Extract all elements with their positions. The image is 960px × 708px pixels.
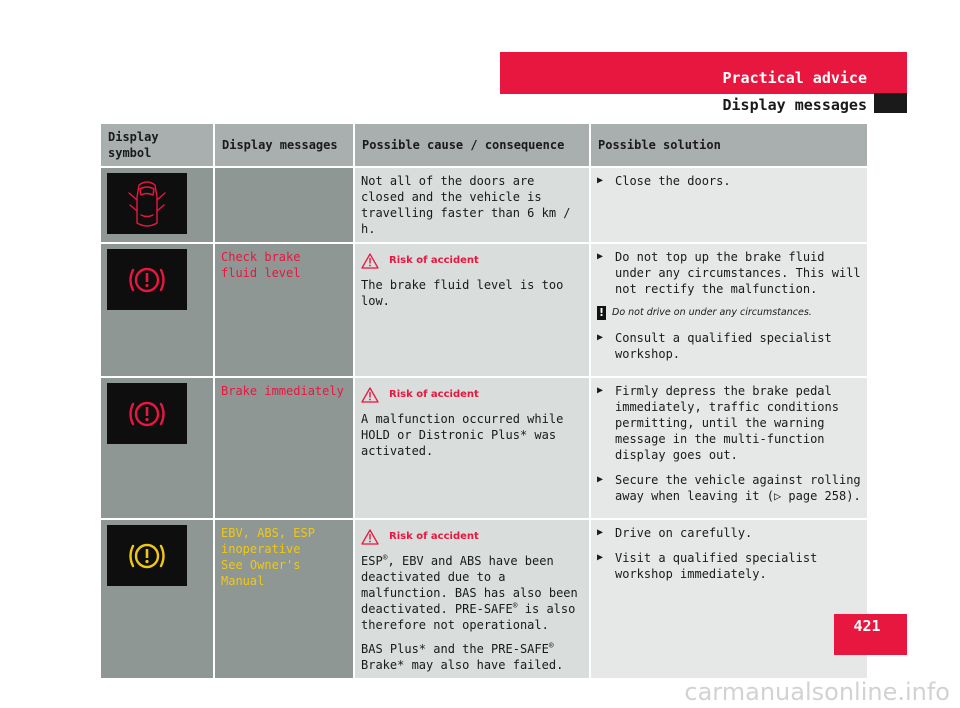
cause-cell: [354, 519, 590, 678]
solution-item: ▶ Visit a qualified specialist workshop immediately.: [597, 551, 818, 581]
watermark: carmanualsonline.info: [684, 678, 950, 706]
message-cell: [214, 243, 354, 377]
cause-text: Not all of the doors are closed and the vehicle is travelling faster than 6 km / h.: [361, 174, 571, 236]
solution-cell: [590, 243, 867, 377]
risk-label: Risk of accident: [389, 531, 479, 542]
warning-triangle-icon: [361, 253, 379, 269]
risk-warning: [361, 253, 583, 269]
column-header-messages: Display messages: [214, 124, 354, 167]
symbol-cell: [101, 167, 214, 243]
cause-text: The brake fluid level is too low.: [361, 278, 564, 308]
bullet-arrow-icon: ▶: [597, 474, 604, 485]
risk-warning: [361, 387, 583, 403]
solution-text: Secure the vehicle against rolling away when leaving it (: [615, 473, 861, 503]
solution-cell: [590, 377, 867, 519]
cause-cell: [354, 167, 590, 243]
solution-cell: [590, 519, 867, 678]
page-reference-icon: ▷: [773, 489, 782, 503]
solution-item: ▶ Consult a qualified specialist workshop.: [597, 331, 832, 361]
table-header-row: [101, 124, 867, 167]
message-text: EBV, ABS, ESP: [221, 526, 315, 540]
table-row: [101, 519, 867, 678]
page-number: 421: [853, 617, 881, 635]
section-title: Practical advice: [722, 69, 867, 87]
solution-item: ▶ Firmly depress the brake pedal immediately, traffic conditions permitting, until the warning message in the multi-function display goes out.: [597, 384, 839, 462]
display-messages-table: [101, 124, 867, 678]
brake-warning-icon: [107, 249, 187, 310]
cause-cell: [354, 377, 590, 519]
cause-text: ESP®, EBV and ABS have been deactivated due to a malfunction. BAS has also been deactivated. PRE-SAFE® is also therefore not operational.: [361, 553, 578, 632]
bullet-arrow-icon: ▶: [597, 332, 604, 343]
message-text: Brake immediately: [221, 384, 344, 398]
bullet-arrow-icon: ▶: [597, 527, 604, 538]
message-text: Check brake: [221, 250, 301, 264]
symbol-cell: [101, 377, 214, 519]
bullet-arrow-icon: ▶: [597, 251, 604, 262]
solution-item: [597, 472, 861, 504]
exclamation-icon: !: [598, 306, 605, 319]
message-text: See Owner's Manual: [221, 558, 301, 588]
symbol-cell: [101, 519, 214, 678]
solution-item: ▶ Do not top up the brake fluid under any circumstances. This will not rectify the malfunction.: [597, 250, 861, 296]
message-cell: [214, 377, 354, 519]
car-doors-open-icon: [107, 173, 187, 234]
brake-warning-icon: [107, 383, 187, 444]
table-row: [101, 167, 867, 243]
risk-label: Risk of accident: [389, 389, 479, 400]
table-row: [101, 377, 867, 519]
column-header-symbol: Display symbol: [101, 124, 214, 167]
table-row: [101, 243, 867, 377]
risk-warning: [361, 529, 583, 545]
cause-cell: [354, 243, 590, 377]
esp-brake-warning-icon: [107, 525, 187, 586]
cause-text: A malfunction occurred while HOLD or Distronic Plus* was activated.: [361, 412, 564, 458]
message-cell: [214, 519, 354, 678]
solution-item: ▶ Drive on carefully.: [597, 526, 753, 540]
bullet-arrow-icon: ▶: [597, 552, 604, 563]
cause-text: BAS Plus* and the PRE-SAFE® Brake* may also have failed.: [361, 641, 564, 672]
bullet-arrow-icon: ▶: [597, 385, 604, 396]
bullet-arrow-icon: ▶: [597, 175, 604, 186]
symbol-cell: [101, 243, 214, 377]
message-cell: [214, 167, 354, 243]
caution-note: [597, 306, 861, 320]
solution-cell: [590, 167, 867, 243]
column-header-solution: Possible solution: [590, 124, 867, 167]
page-reference-link[interactable]: page 258).: [788, 489, 861, 503]
section-subtitle: Display messages: [722, 96, 867, 114]
column-header-cause: Possible cause / consequence: [354, 124, 590, 167]
header-marker: [874, 93, 907, 113]
solution-item: ▶ Close the doors.: [597, 174, 731, 188]
warning-triangle-icon: [361, 529, 379, 545]
warning-triangle-icon: [361, 387, 379, 403]
risk-label: Risk of accident: [389, 255, 479, 266]
message-text: inoperative: [221, 542, 301, 556]
note-text: Do not drive on under any circumstances.: [612, 307, 812, 318]
message-text: fluid level: [221, 266, 301, 280]
